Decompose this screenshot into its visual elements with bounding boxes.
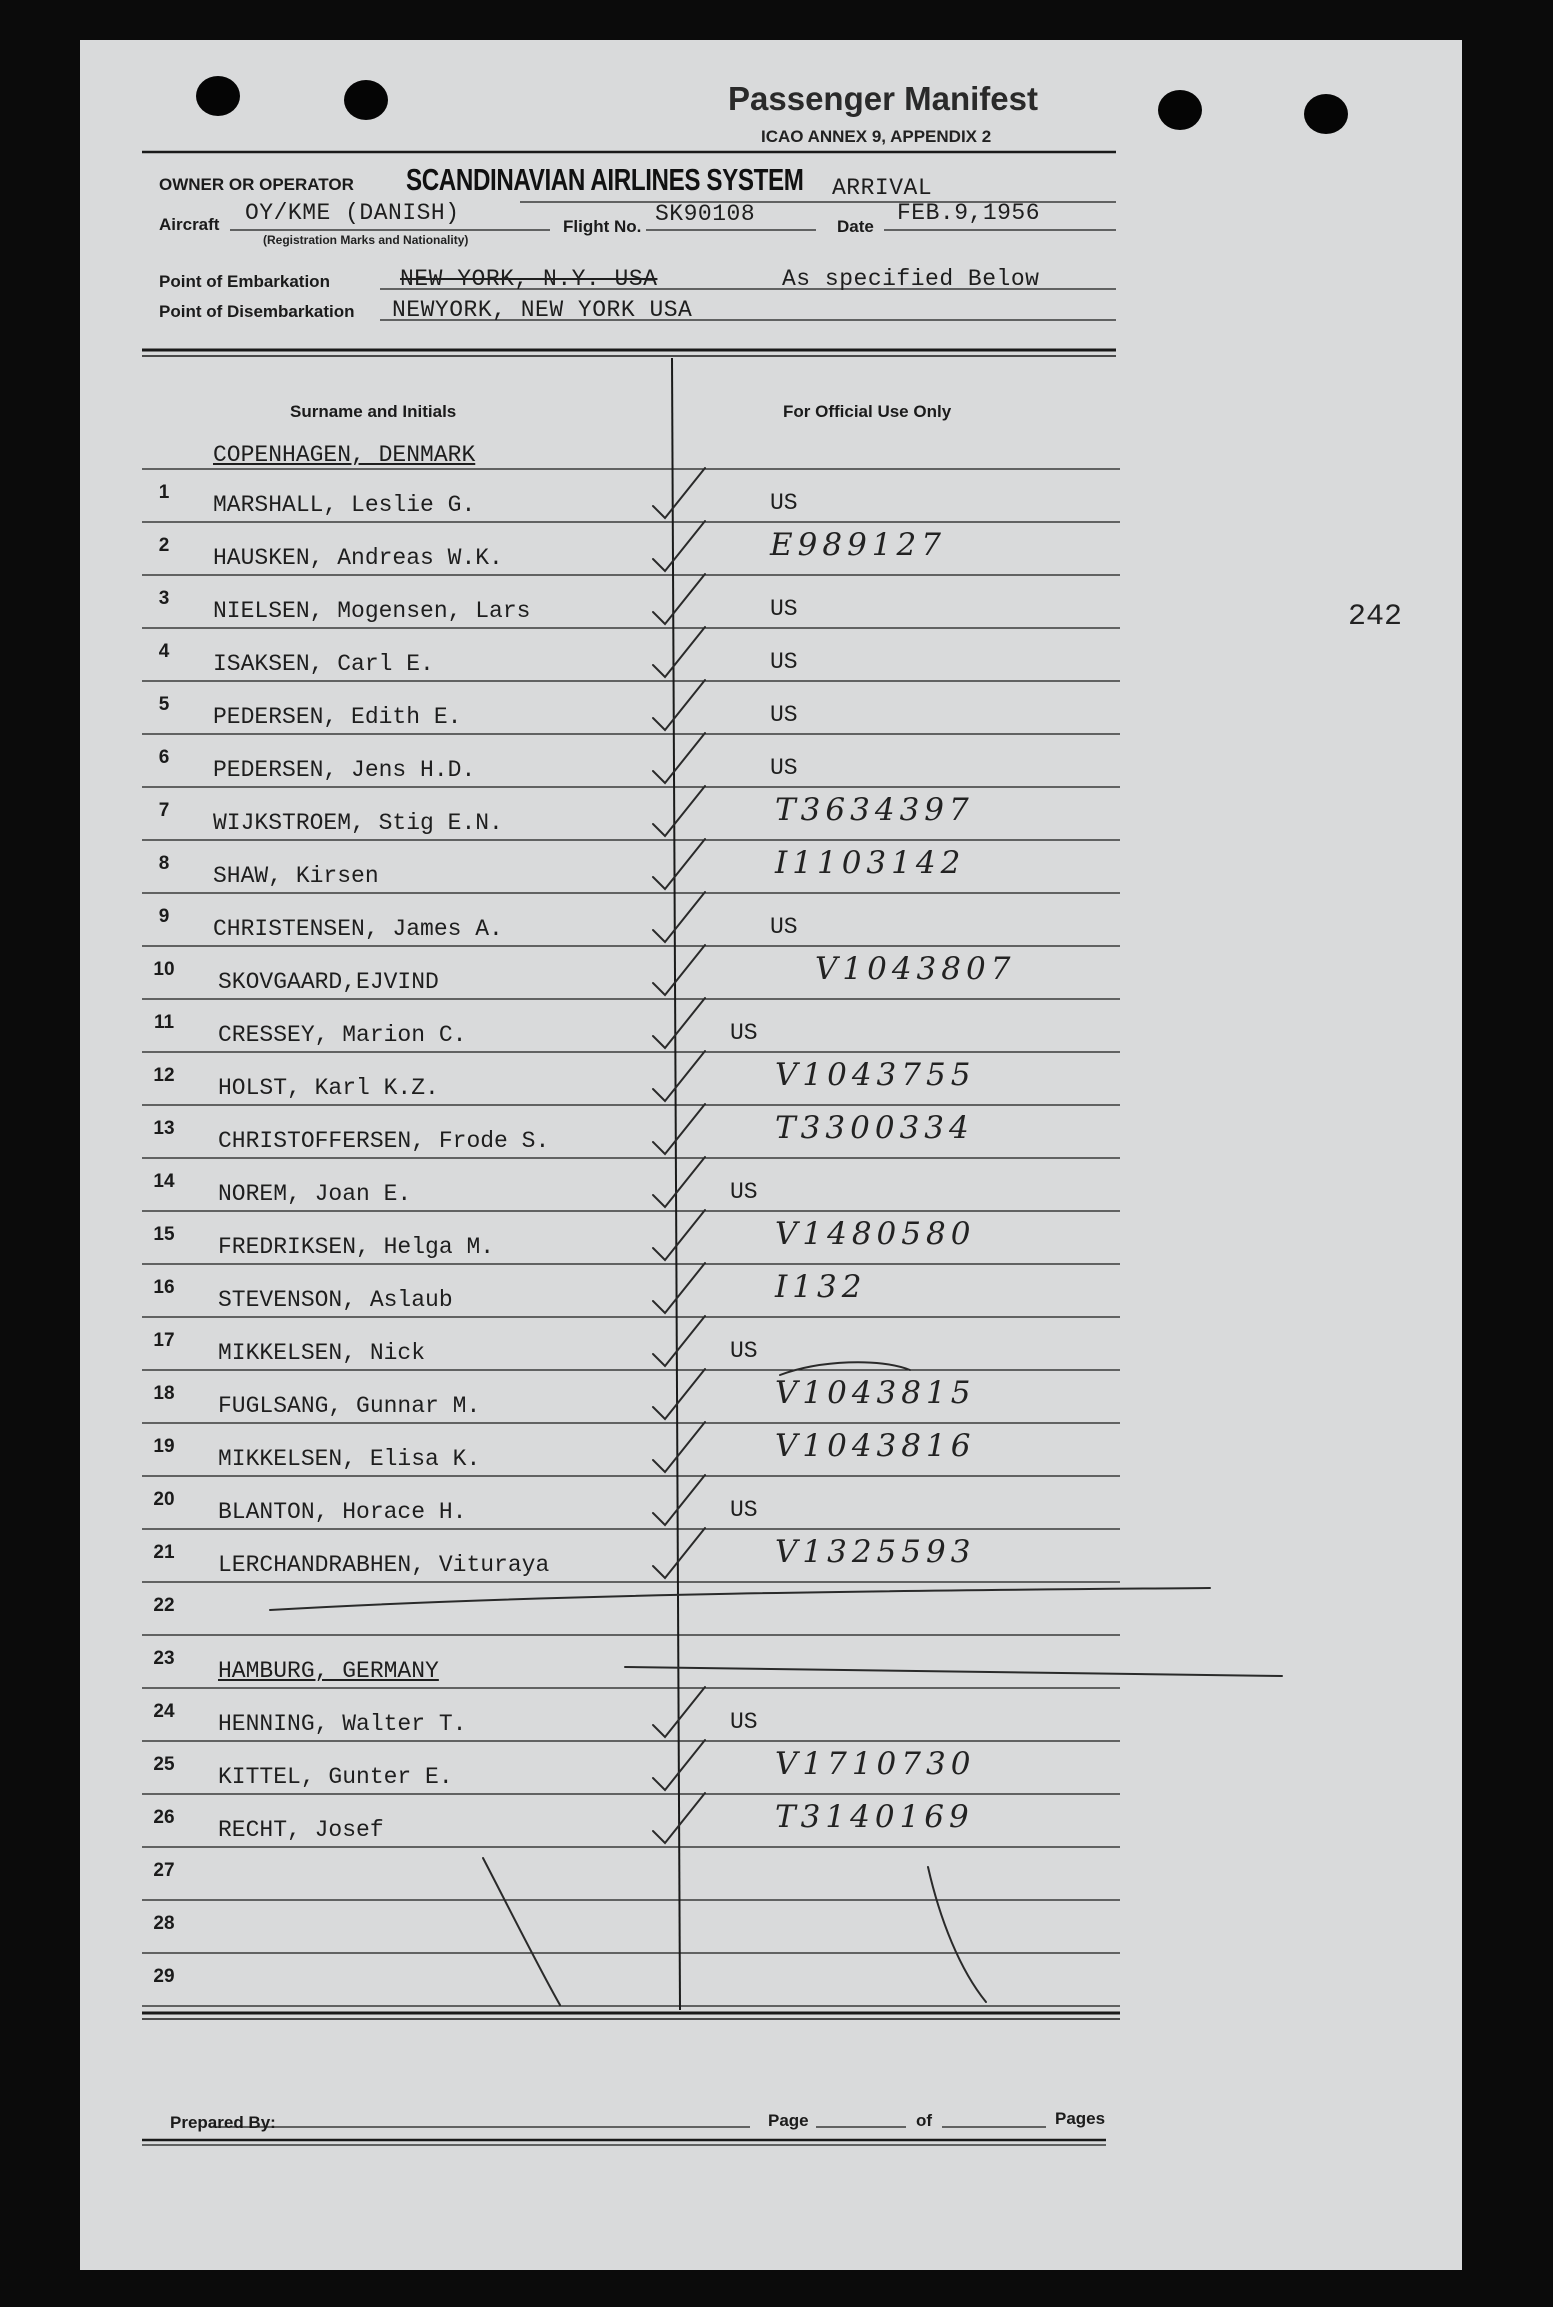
- row-number: 24: [153, 1701, 175, 1722]
- embarkation-struck: NEW YORK, N.Y. USA: [400, 266, 658, 292]
- surname-column-header: Surname and Initials: [290, 402, 457, 421]
- row-number: 5: [158, 694, 170, 715]
- official-use-entry: US: [770, 914, 798, 940]
- date-label: Date: [837, 217, 874, 236]
- row-number: 6: [158, 747, 170, 768]
- of-label: of: [916, 2111, 933, 2130]
- official-use-entry: US: [730, 1179, 758, 1205]
- passenger-name: WIJKSTROEM, Stig E.N.: [213, 810, 503, 836]
- check-mark: [653, 1157, 705, 1207]
- official-use-entry: US: [770, 649, 798, 675]
- row-number: 25: [153, 1754, 175, 1775]
- check-mark: [653, 1263, 705, 1313]
- date-value: FEB.9,1956: [897, 200, 1041, 226]
- direction-value: ARRIVAL: [832, 175, 933, 201]
- row-number: 14: [153, 1171, 175, 1192]
- disembarkation-label: Point of Disembarkation: [159, 302, 355, 321]
- passenger-name: STEVENSON, Aslaub: [218, 1287, 453, 1313]
- handwritten-document-number: I132: [775, 1269, 867, 1305]
- official-use-column-header: For Official Use Only: [783, 402, 952, 421]
- embarkation-value: As specified Below: [782, 266, 1040, 292]
- passenger-name: SKOVGAARD,EJVIND: [218, 969, 439, 995]
- passenger-name: CHRISTENSEN, James A.: [213, 916, 503, 942]
- check-mark: [653, 1051, 705, 1101]
- row-number: 10: [153, 959, 175, 980]
- passenger-name: PEDERSEN, Edith E.: [213, 704, 462, 730]
- passenger-name: KITTEL, Gunter E.: [218, 1764, 453, 1790]
- handwritten-document-number: T3140169: [775, 1799, 974, 1835]
- passenger-name: MIKKELSEN, Elisa K.: [218, 1446, 481, 1472]
- handwritten-document-number: V1043815: [775, 1375, 976, 1411]
- aircraft-label: Aircraft: [159, 215, 220, 234]
- strike-line: [270, 1588, 1210, 1610]
- passenger-name: NOREM, Joan E.: [218, 1181, 412, 1207]
- row-number: 23: [153, 1648, 175, 1669]
- row-number: 7: [158, 800, 170, 821]
- passenger-name: HAUSKEN, Andreas W.K.: [213, 545, 503, 571]
- official-use-entry: US: [730, 1497, 758, 1523]
- check-mark: [653, 998, 705, 1048]
- form-rules: [80, 40, 1462, 2270]
- void-slash: [928, 1867, 986, 2002]
- official-use-entry: US: [730, 1020, 758, 1046]
- check-mark: [653, 680, 705, 730]
- check-mark: [653, 1422, 705, 1472]
- official-use-entry: US: [770, 755, 798, 781]
- section-header: HAMBURG, GERMANY: [218, 1658, 439, 1684]
- row-number: 8: [158, 853, 170, 874]
- passenger-name: MIKKELSEN, Nick: [218, 1340, 426, 1366]
- check-mark: [653, 1210, 705, 1260]
- handwritten-document-number: V1325593: [775, 1534, 976, 1570]
- passenger-name: CHRISTOFFERSEN, Frode S.: [218, 1128, 550, 1154]
- handwritten-document-number: I1103142: [775, 845, 966, 881]
- check-mark: [653, 627, 705, 677]
- check-mark: [653, 733, 705, 783]
- flight-value: SK90108: [655, 201, 756, 227]
- row-number: 9: [158, 906, 170, 927]
- row-number: 4: [158, 641, 170, 662]
- row-number: 11: [153, 1012, 175, 1033]
- aircraft-value: OY/KME (DANISH): [245, 200, 460, 226]
- manifest-page: [80, 40, 1462, 2270]
- passenger-name: BLANTON, Horace H.: [218, 1499, 467, 1525]
- page-label: Page: [768, 2111, 809, 2130]
- row-number: 15: [153, 1224, 175, 1245]
- check-mark: [653, 945, 705, 995]
- owner-value: SCANDINAVIAN AIRLINES SYSTEM: [406, 162, 804, 197]
- row-number: 27: [153, 1860, 175, 1881]
- check-mark: [653, 574, 705, 624]
- handwritten-document-number: E989127: [770, 527, 946, 563]
- passenger-name: RECHT, Josef: [218, 1817, 384, 1843]
- row-number: 28: [153, 1913, 175, 1934]
- form-title: Passenger Manifest: [728, 80, 1038, 117]
- check-mark: [653, 1528, 705, 1578]
- check-mark: [653, 1104, 705, 1154]
- check-mark: [653, 468, 705, 518]
- official-use-entry: US: [770, 702, 798, 728]
- row-number: 1: [158, 482, 170, 503]
- row-number: 21: [153, 1542, 175, 1563]
- form-subtitle: ICAO ANNEX 9, APPENDIX 2: [761, 127, 992, 146]
- handwritten-document-number: T3300334: [775, 1110, 974, 1146]
- passenger-name: MARSHALL, Leslie G.: [213, 492, 476, 518]
- passenger-name: PEDERSEN, Jens H.D.: [213, 757, 476, 783]
- check-mark: [653, 839, 705, 889]
- flight-label: Flight No.: [563, 217, 642, 236]
- passenger-name: NIELSEN, Mogensen, Lars: [213, 598, 531, 624]
- handwritten-document-number: T3634397: [775, 792, 974, 828]
- official-use-entry: US: [770, 596, 798, 622]
- official-use-entry: US: [730, 1338, 758, 1364]
- check-mark: [653, 786, 705, 836]
- row-number: 18: [153, 1383, 175, 1404]
- strike-line: [625, 1667, 1282, 1676]
- row-number: 13: [153, 1118, 175, 1139]
- row-number: 22: [153, 1595, 175, 1616]
- official-use-entry: US: [730, 1709, 758, 1735]
- passenger-name: ISAKSEN, Carl E.: [213, 651, 434, 677]
- margin-number: 242: [1348, 600, 1403, 634]
- section-header: COPENHAGEN, DENMARK: [213, 442, 476, 468]
- handwritten-document-number: V1043807: [815, 951, 1016, 987]
- row-number: 20: [153, 1489, 175, 1510]
- passenger-name: CRESSEY, Marion C.: [218, 1022, 467, 1048]
- handwritten-stroke: [780, 1362, 910, 1375]
- check-mark: [653, 521, 705, 571]
- passenger-name: HENNING, Walter T.: [218, 1711, 467, 1737]
- row-number: 12: [153, 1065, 175, 1086]
- void-slash: [483, 1858, 560, 2005]
- registration-note: (Registration Marks and Nationality): [263, 233, 469, 247]
- row-number: 3: [158, 588, 170, 609]
- row-number: 26: [153, 1807, 175, 1828]
- pages-label: Pages: [1055, 2109, 1106, 2128]
- passenger-name: SHAW, Kirsen: [213, 863, 379, 889]
- row-number: 16: [153, 1277, 175, 1298]
- passenger-name: HOLST, Karl K.Z.: [218, 1075, 439, 1101]
- row-number: 29: [153, 1966, 175, 1987]
- check-mark: [653, 1316, 705, 1366]
- handwritten-document-number: V1480580: [775, 1216, 976, 1252]
- row-number: 19: [153, 1436, 175, 1457]
- embarkation-label: Point of Embarkation: [159, 272, 330, 291]
- handwritten-document-number: V1043755: [775, 1057, 976, 1093]
- disembarkation-value: NEWYORK, NEW YORK USA: [392, 297, 693, 323]
- handwritten-document-number: V1710730: [775, 1746, 976, 1782]
- handwritten-document-number: V1043816: [775, 1428, 976, 1464]
- owner-label: OWNER OR OPERATOR: [159, 175, 354, 194]
- passenger-name: FREDRIKSEN, Helga M.: [218, 1234, 495, 1260]
- official-use-entry: US: [770, 490, 798, 516]
- passenger-name: LERCHANDRABHEN, Vituraya: [218, 1552, 550, 1578]
- row-number: 2: [158, 535, 170, 556]
- check-mark: [653, 892, 705, 942]
- check-mark: [653, 1475, 705, 1525]
- prepared-by-label: Prepared By:: [170, 2113, 276, 2132]
- row-number: 17: [153, 1330, 175, 1351]
- passenger-name: FUGLSANG, Gunnar M.: [218, 1393, 481, 1419]
- check-mark: [653, 1369, 705, 1419]
